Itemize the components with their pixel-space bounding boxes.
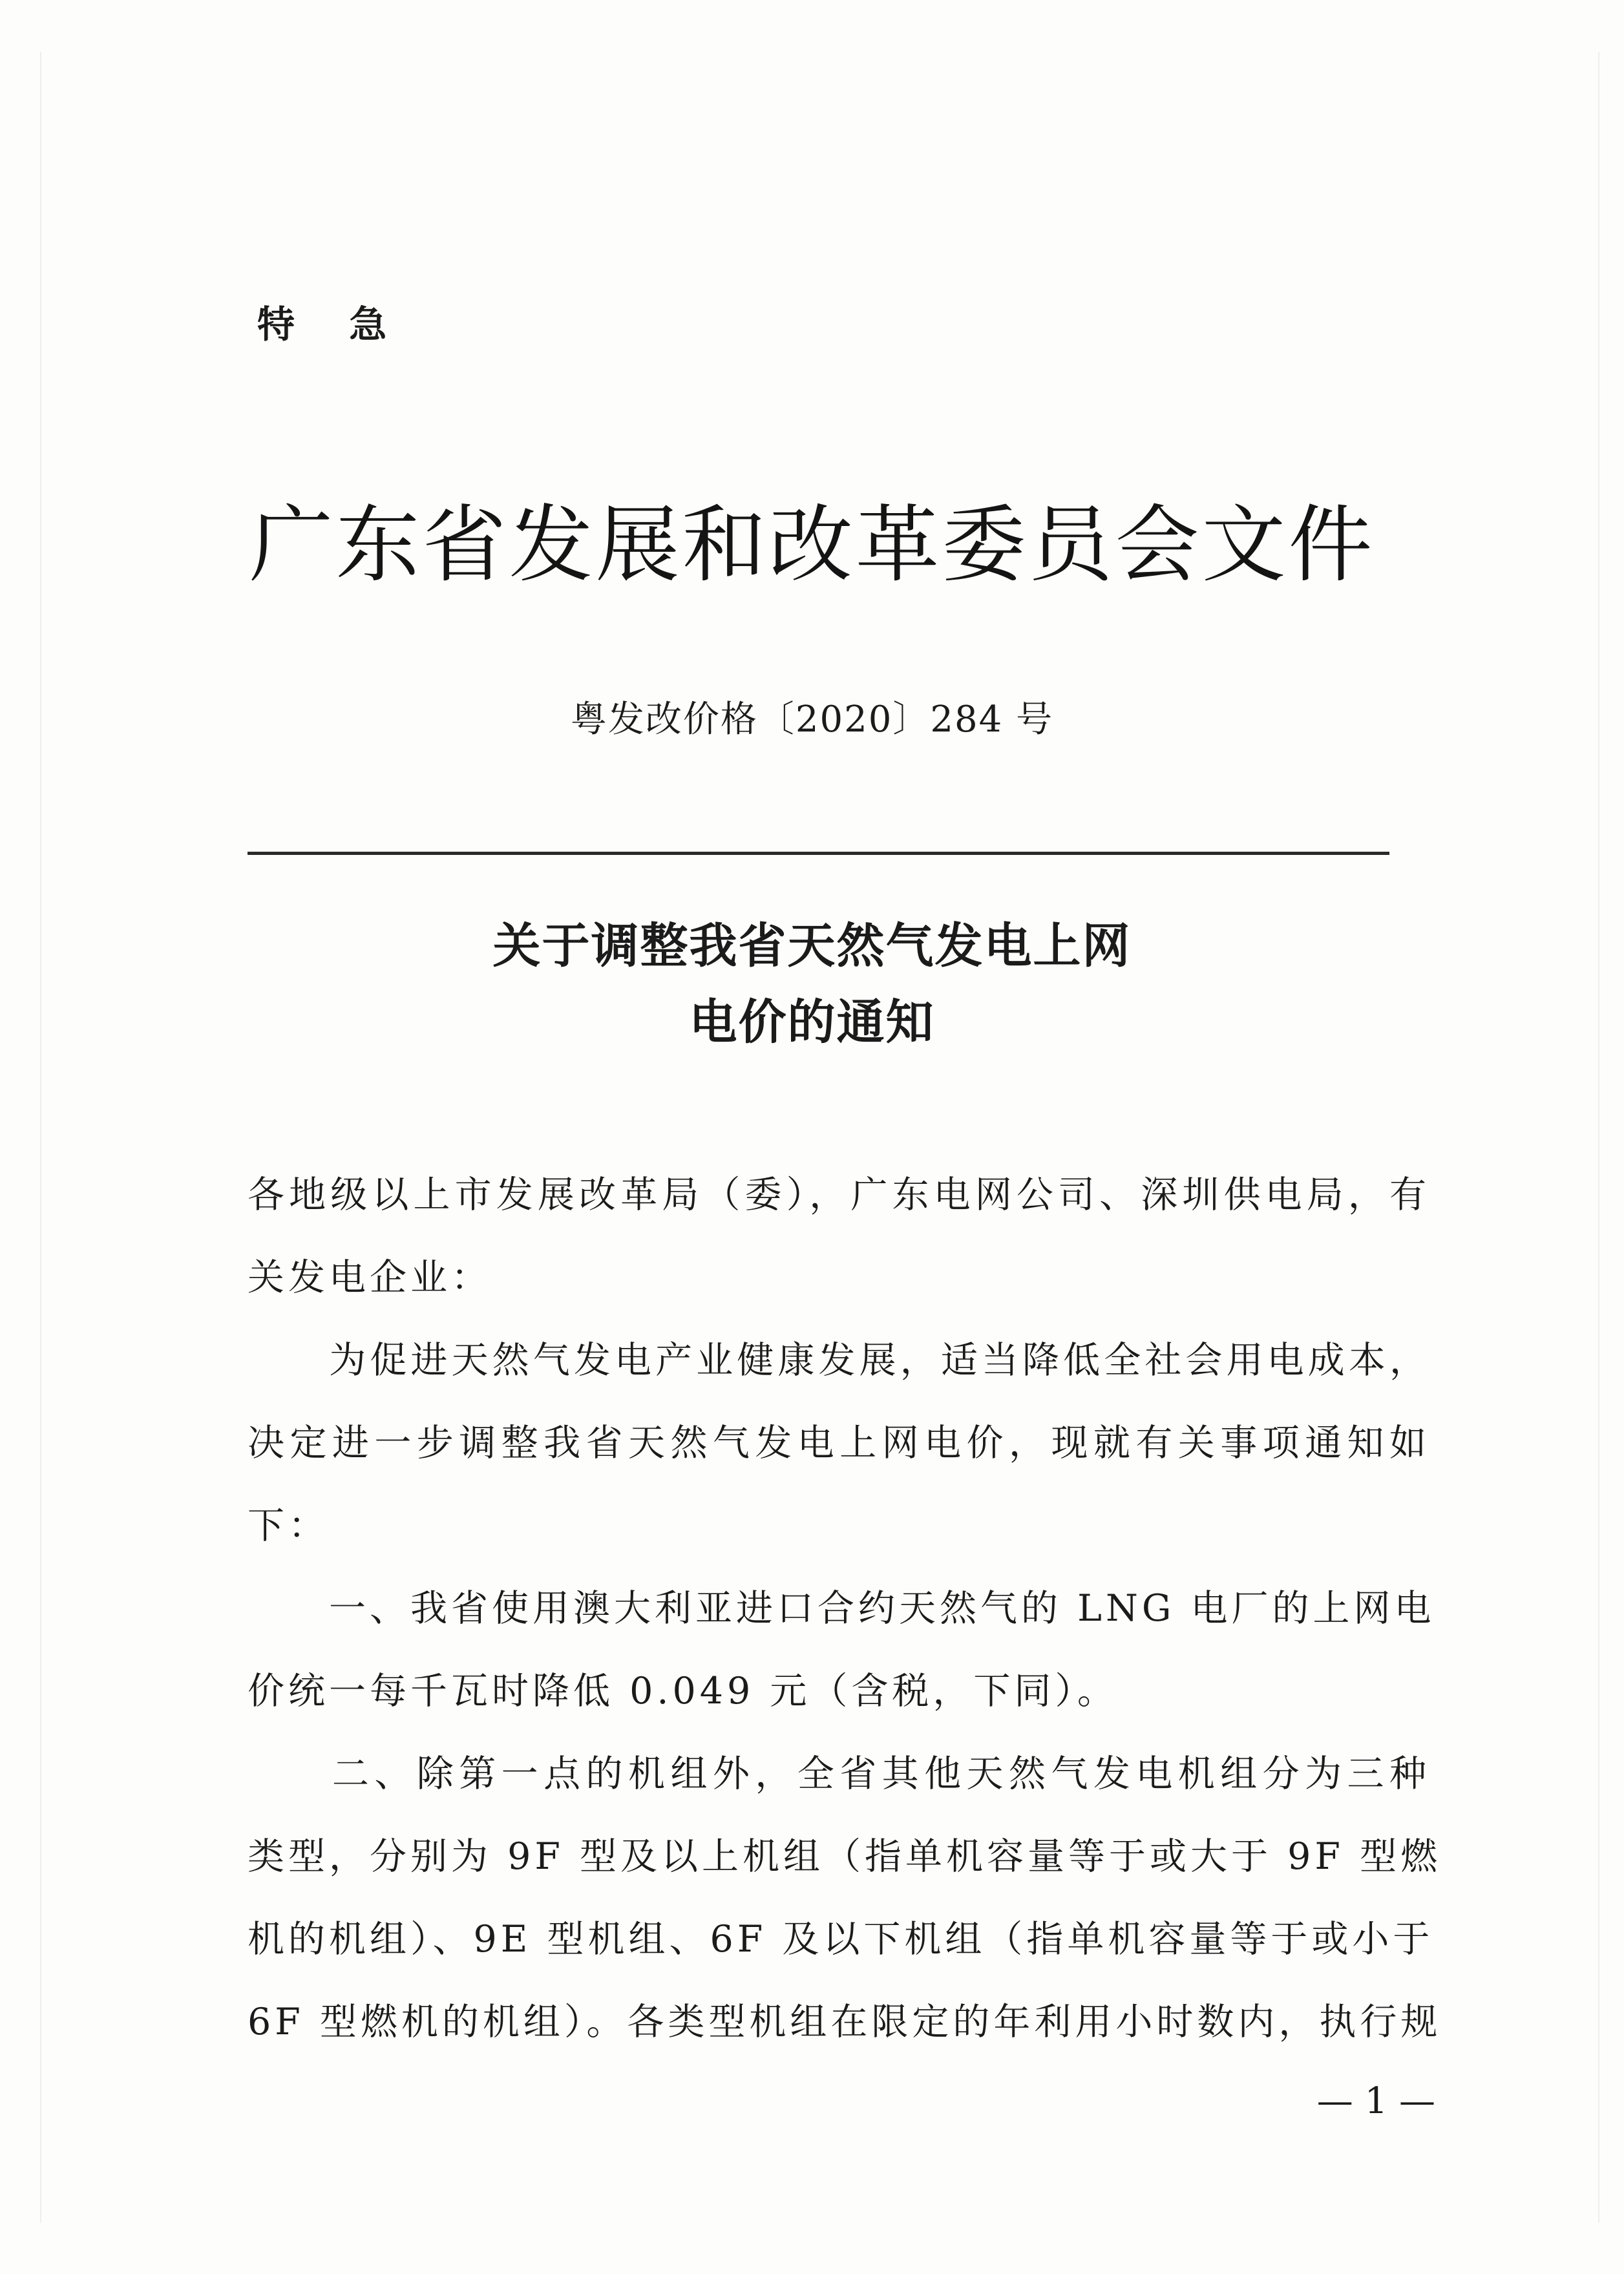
- document-number: 粤发改价格〔2020〕284 号: [570, 699, 1054, 741]
- body-line: 为促进天然气发电产业健康发展，适当降低全社会用电成本，: [248, 1339, 1430, 1382]
- urgency-label: 特 急: [257, 302, 408, 346]
- notice-title: [0, 908, 1624, 1060]
- body-line: 6F 型燃机的机组）。各类型机组在限定的年利用小时数内，执行规: [248, 2001, 1442, 2043]
- body-line: 机的机组）、9E 型机组、6F 及以下机组（指单机容量等于或小于: [248, 1918, 1434, 1961]
- scan-edge-left: [40, 52, 41, 2223]
- header-divider: [248, 852, 1389, 855]
- body-line: 下：: [248, 1504, 329, 1547]
- scan-edge-right: [1598, 52, 1599, 2223]
- agency-title: 广东省发展和改革委员会文件: [249, 496, 1375, 594]
- body-line: 二、除第一点的机组外，全省其他天然气发电机组分为三种: [248, 1753, 1430, 1795]
- body-line: 价统一每千瓦时降低 0.049 元（含税，下同）。: [248, 1670, 1118, 1712]
- notice-title-line: 关于调整我省天然气发电上网: [492, 918, 1132, 974]
- body-line: 类型，分别为 9F 型及以上机组（指单机容量等于或大于 9F 型燃: [248, 1835, 1442, 1878]
- body-line: 关发电企业：: [248, 1256, 492, 1299]
- body-line: 决定进一步调整我省天然气发电上网电价，现就有关事项通知如: [248, 1422, 1430, 1464]
- body-text: [248, 1153, 1442, 2063]
- body-line: 各地级以上市发展改革局（委），广东电网公司、深圳供电局，有: [248, 1174, 1430, 1216]
- notice-title-line: 电价的通知: [689, 995, 935, 1050]
- page-number: — 1 —: [1316, 2080, 1435, 2122]
- body-line: 一、我省使用澳大利亚进口合约天然气的 LNG 电厂的上网电: [248, 1587, 1435, 1630]
